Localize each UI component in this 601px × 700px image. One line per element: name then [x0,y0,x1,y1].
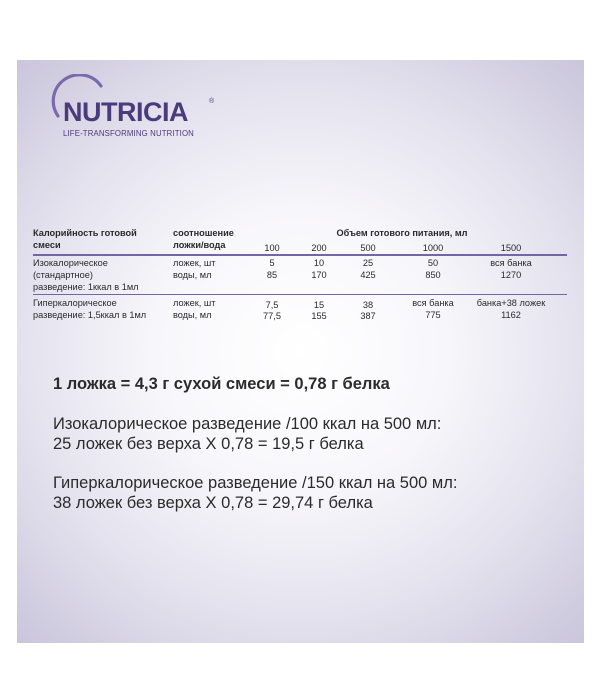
row1-water-1500: 1270 [500,270,522,280]
row1-spoons-100: 5 [269,258,275,268]
row-divider [33,294,567,295]
registered-mark: ® [209,98,215,105]
row1-unit-water: воды, мл [173,270,212,280]
product-info-card [17,60,584,643]
row1-spoons-500: 25 [362,258,374,268]
row2-unit-water: воды, мл [173,310,212,320]
hyper-dilution-title: Гиперкалорическое разведение /150 ккал на 500 мл: [53,474,458,492]
hyper-dilution-calc: 38 ложек без верха Х 0,78 = 29,74 г белка [53,494,373,512]
header-divider [33,254,567,256]
row2-spoons-1500: банка+38 ложек [476,298,546,308]
volume-1500: 1500 [500,243,522,253]
row2-label-line1: Гиперкалорическое [33,298,117,308]
header-volume-title: Объем готового питания, мл [336,228,468,238]
row1-unit-spoons: ложек, шт [173,258,216,268]
row1-label-line1: Изокалорическое [33,258,108,268]
row1-water-500: 425 [360,270,376,280]
row1-spoons-200: 10 [313,258,325,268]
header-ratio-line1: соотношение [173,228,234,238]
row2-water-100: 77,5 [263,311,281,321]
nutricia-logo [49,74,219,154]
row1-spoons-1500: вся банка [490,258,532,268]
row2-water-1500: 1162 [501,310,521,320]
row1-water-200: 170 [311,270,327,280]
volume-100: 100 [264,243,280,253]
row1-label-line3: разведение: 1ккал в 1мл [33,282,139,292]
row1-water-1000: 850 [425,270,441,280]
volume-200: 200 [311,243,327,253]
volume-1000: 1000 [422,243,444,253]
row2-spoons-200: 15 [313,300,325,310]
header-calorie-line2: смеси [33,240,61,250]
row2-water-200: 155 [311,311,327,321]
spoon-protein-note: 1 ложка = 4,3 г сухой смеси = 0,78 г белка [53,375,390,393]
row2-water-500: 387 [360,311,376,321]
row1-water-100: 85 [266,270,278,280]
logo-wordmark: NUTRICIA [63,97,188,127]
logo-tagline: LIFE-TRANSFORMING NUTRITION [63,129,194,138]
row2-unit-spoons: ложек, шт [173,298,216,308]
row2-water-1000: 775 [425,310,441,320]
header-calorie-line1: Калорийность готовой [33,228,137,238]
iso-dilution-calc: 25 ложек без верха Х 0,78 = 19,5 г белка [53,435,364,453]
row2-spoons-100: 7,5 [265,300,279,310]
row2-spoons-500: 38 [362,300,374,310]
row2-spoons-1000: вся банка [412,298,454,308]
row1-label-line2: (стандартное) [33,270,93,280]
header-ratio-line2: ложки/вода [173,240,226,250]
row2-label-line2: разведение: 1,5ккал в 1мл [33,310,147,320]
row1-spoons-1000: 50 [427,258,439,268]
iso-dilution-title: Изокалорическое разведение /100 ккал на 500 мл: [53,415,442,433]
volume-500: 500 [360,243,376,253]
